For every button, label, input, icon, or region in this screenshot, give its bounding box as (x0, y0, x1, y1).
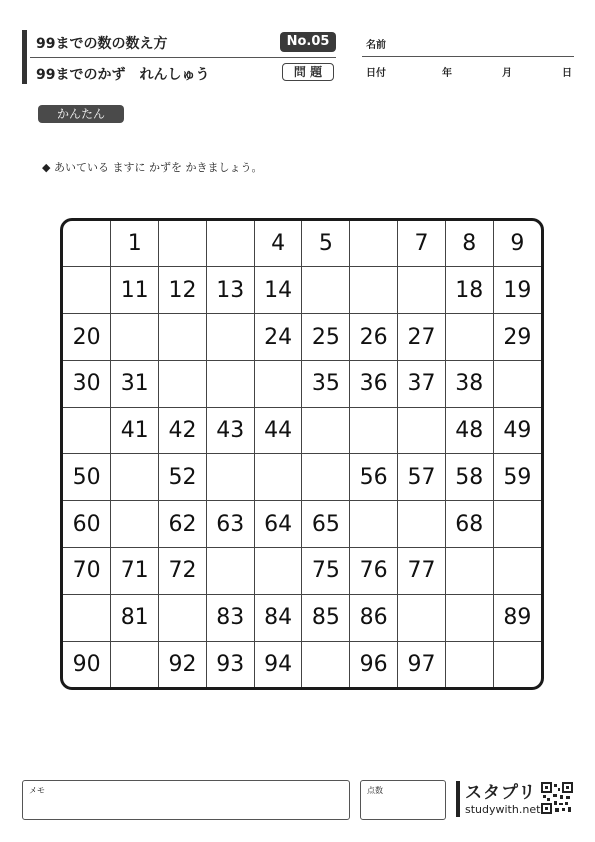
grid-cell-filled: 38 (445, 360, 493, 407)
grid-cell-filled: 86 (350, 594, 398, 641)
grid-cell-filled: 9 (493, 221, 541, 267)
grid-cell-blank[interactable] (111, 641, 159, 687)
grid-cell-blank[interactable] (493, 548, 541, 595)
name-label: 名前 (366, 40, 386, 51)
header-divider (30, 57, 336, 58)
grid-cell-filled: 19 (493, 267, 541, 314)
grid-cell-blank[interactable] (159, 594, 207, 641)
grid-cell-filled: 5 (302, 221, 350, 267)
day-label: 日 (562, 68, 572, 79)
grid-cell-blank[interactable] (398, 501, 446, 548)
grid-cell-blank[interactable] (63, 594, 111, 641)
grid-cell-filled: 58 (445, 454, 493, 501)
grid-cell-filled: 25 (302, 314, 350, 361)
grid-cell-filled: 57 (398, 454, 446, 501)
grid-cell-filled: 72 (159, 548, 207, 595)
grid-cell-blank[interactable] (350, 501, 398, 548)
grid-cell-filled: 41 (111, 407, 159, 454)
grid-cell-filled: 96 (350, 641, 398, 687)
grid-cell-blank[interactable] (398, 267, 446, 314)
grid-cell-filled: 92 (159, 641, 207, 687)
grid-cell-blank[interactable] (111, 454, 159, 501)
grid-cell-blank[interactable] (398, 594, 446, 641)
grid-row (63, 501, 541, 548)
memo-label: メモ (29, 786, 45, 795)
grid-cell-blank[interactable] (350, 221, 398, 267)
grid-cell-blank[interactable] (254, 548, 302, 595)
worksheet-subtitle: 99までのかず れんしゅう (36, 67, 210, 83)
grid-cell-filled: 8 (445, 221, 493, 267)
grid-cell-filled: 26 (350, 314, 398, 361)
grid-cell-blank[interactable] (398, 407, 446, 454)
name-line (362, 56, 574, 57)
grid-cell-blank[interactable] (493, 501, 541, 548)
grid-cell-filled: 49 (493, 407, 541, 454)
grid-cell-blank[interactable] (493, 360, 541, 407)
grid-cell-filled: 31 (111, 360, 159, 407)
date-label: 日付 (366, 68, 386, 79)
grid-cell-filled: 4 (254, 221, 302, 267)
grid-cell-blank[interactable] (302, 454, 350, 501)
grid-cell-blank[interactable] (206, 360, 254, 407)
grid-cell-blank[interactable] (350, 267, 398, 314)
grid-row (63, 454, 541, 501)
header-accent-bar (22, 30, 27, 84)
worksheet-type-badge: 問 題 (282, 63, 334, 81)
grid-cell-filled: 44 (254, 407, 302, 454)
grid-cell-blank[interactable] (206, 548, 254, 595)
grid-cell-filled: 35 (302, 360, 350, 407)
grid-cell-filled: 90 (63, 641, 111, 687)
grid-cell-filled: 63 (206, 501, 254, 548)
grid-cell-filled: 84 (254, 594, 302, 641)
grid-cell-filled: 60 (63, 501, 111, 548)
site-url: studywith.net (465, 803, 541, 816)
logo-accent-bar (456, 781, 460, 817)
grid-cell-blank[interactable] (254, 454, 302, 501)
grid-row (63, 360, 541, 407)
worksheet-number-badge: No.05 (280, 32, 336, 52)
grid-row (63, 548, 541, 595)
grid-cell-filled: 42 (159, 407, 207, 454)
grid-cell-blank[interactable] (445, 548, 493, 595)
grid-cell-filled: 7 (398, 221, 446, 267)
grid-cell-filled: 81 (111, 594, 159, 641)
grid-cell-filled: 76 (350, 548, 398, 595)
site-logo: スタプリ (465, 783, 537, 803)
month-label: 月 (502, 68, 512, 79)
grid-cell-filled: 24 (254, 314, 302, 361)
grid-cell-blank[interactable] (206, 221, 254, 267)
grid-cell-filled: 68 (445, 501, 493, 548)
grid-cell-filled: 29 (493, 314, 541, 361)
grid-row (63, 407, 541, 454)
grid-cell-filled: 50 (63, 454, 111, 501)
grid-cell-filled: 18 (445, 267, 493, 314)
grid-cell-filled: 52 (159, 454, 207, 501)
grid-cell-blank[interactable] (302, 641, 350, 687)
grid-cell-blank[interactable] (254, 360, 302, 407)
grid-cell-blank[interactable] (111, 314, 159, 361)
grid-cell-blank[interactable] (302, 407, 350, 454)
grid-cell-blank[interactable] (302, 267, 350, 314)
number-grid-table (63, 221, 541, 687)
grid-cell-blank[interactable] (445, 641, 493, 687)
grid-cell-blank[interactable] (159, 221, 207, 267)
grid-cell-filled: 59 (493, 454, 541, 501)
grid-cell-filled: 14 (254, 267, 302, 314)
grid-cell-filled: 27 (398, 314, 446, 361)
grid-cell-blank[interactable] (445, 594, 493, 641)
grid-cell-filled: 77 (398, 548, 446, 595)
grid-cell-blank[interactable] (206, 454, 254, 501)
grid-cell-blank[interactable] (350, 407, 398, 454)
worksheet-title: 99までの数の数え方 (36, 36, 168, 52)
grid-row (63, 594, 541, 641)
grid-cell-filled: 97 (398, 641, 446, 687)
grid-cell-filled: 30 (63, 360, 111, 407)
grid-row (63, 221, 541, 267)
grid-cell-filled: 43 (206, 407, 254, 454)
grid-cell-blank[interactable] (159, 314, 207, 361)
grid-cell-filled: 56 (350, 454, 398, 501)
grid-cell-filled: 89 (493, 594, 541, 641)
grid-cell-blank[interactable] (111, 501, 159, 548)
grid-cell-filled: 65 (302, 501, 350, 548)
grid-cell-filled: 48 (445, 407, 493, 454)
grid-cell-filled: 83 (206, 594, 254, 641)
grid-cell-filled: 70 (63, 548, 111, 595)
year-label: 年 (442, 68, 452, 79)
score-label: 点数 (367, 786, 383, 795)
score-box[interactable] (360, 780, 446, 820)
grid-row (63, 267, 541, 314)
grid-cell-filled: 37 (398, 360, 446, 407)
qr-code-icon (541, 782, 573, 814)
grid-cell-filled: 64 (254, 501, 302, 548)
grid-cell-filled: 13 (206, 267, 254, 314)
memo-box[interactable] (22, 780, 350, 820)
grid-cell-blank[interactable] (493, 641, 541, 687)
grid-cell-filled: 62 (159, 501, 207, 548)
grid-cell-filled: 85 (302, 594, 350, 641)
grid-cell-filled: 36 (350, 360, 398, 407)
grid-cell-filled: 11 (111, 267, 159, 314)
grid-cell-filled: 75 (302, 548, 350, 595)
instruction-text: ◆ あいている ますに かずを かきましょう。 (42, 161, 263, 174)
grid-cell-filled: 71 (111, 548, 159, 595)
grid-cell-blank[interactable] (159, 360, 207, 407)
grid-cell-filled: 94 (254, 641, 302, 687)
difficulty-tag: かんたん (38, 105, 124, 123)
number-grid (60, 218, 544, 690)
grid-cell-filled: 20 (63, 314, 111, 361)
grid-row (63, 314, 541, 361)
grid-cell-blank[interactable] (63, 267, 111, 314)
grid-row (63, 641, 541, 687)
grid-cell-blank[interactable] (63, 407, 111, 454)
grid-cell-blank[interactable] (63, 221, 111, 267)
grid-cell-filled: 1 (111, 221, 159, 267)
grid-cell-filled: 93 (206, 641, 254, 687)
grid-cell-blank[interactable] (206, 314, 254, 361)
grid-cell-filled: 12 (159, 267, 207, 314)
grid-cell-blank[interactable] (445, 314, 493, 361)
